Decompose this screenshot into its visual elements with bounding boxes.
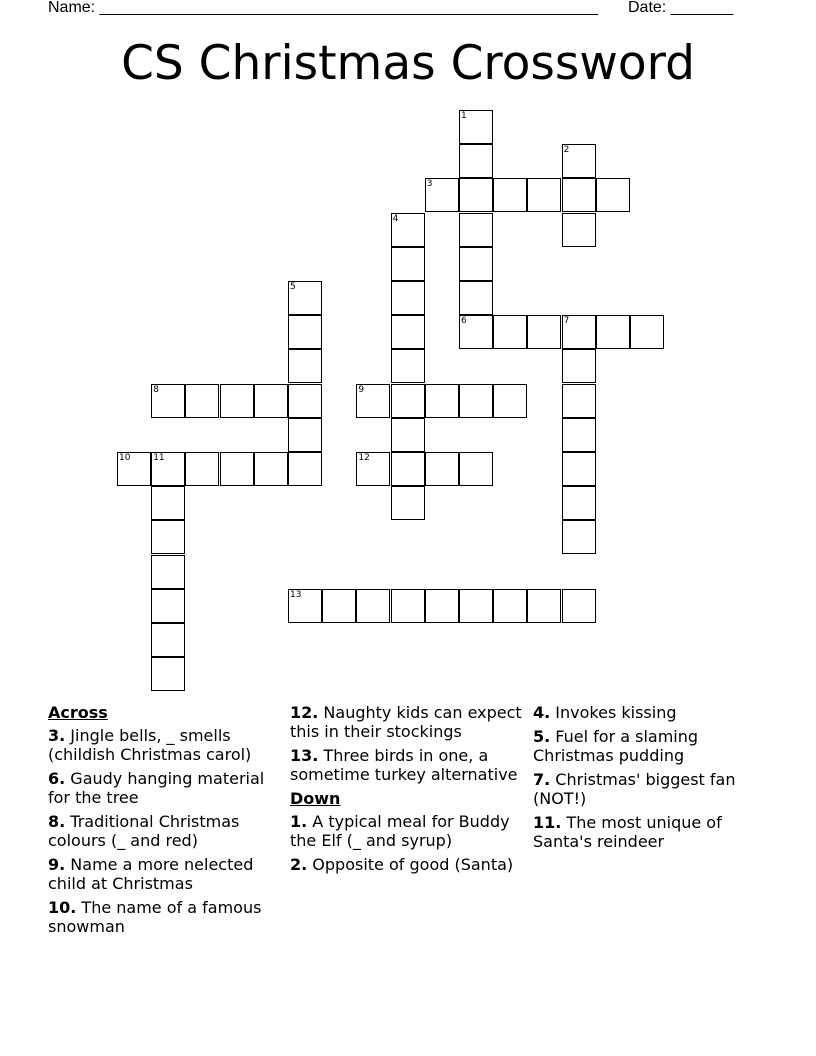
clue-down-7: 7. Christmas' biggest fan (NOT!) [533, 770, 736, 808]
grid-cell[interactable] [391, 452, 425, 486]
grid-cell[interactable] [151, 520, 185, 554]
grid-cell[interactable] [459, 589, 493, 623]
grid-cell[interactable] [459, 384, 493, 418]
clue-number: 3 [426, 179, 433, 190]
clue-number: 5 [290, 282, 296, 292]
grid-cell[interactable] [562, 589, 596, 623]
grid-cell[interactable] [596, 178, 630, 212]
grid-cell[interactable] [562, 452, 596, 486]
grid-cell[interactable] [288, 281, 322, 315]
clue-number: 4 [392, 213, 399, 224]
clue-across-6: 6. Gaudy hanging material for the tree [48, 769, 265, 807]
clue-down-1: 1. A typical meal for Buddy the Elf (_ and syrup) [290, 812, 510, 850]
grid-cell[interactable] [459, 213, 493, 247]
clue-number: 10 [119, 453, 131, 463]
grid-cell[interactable] [391, 418, 425, 452]
grid-cell[interactable] [220, 384, 254, 418]
grid-cell[interactable] [151, 384, 185, 418]
grid-cell[interactable] [185, 452, 219, 486]
grid-cell[interactable] [151, 452, 185, 486]
grid-cell[interactable] [562, 144, 596, 178]
grid-cell[interactable] [459, 315, 493, 349]
clue-down-11: 11. The most unique of Santa's reindeer [533, 813, 722, 851]
grid-cell[interactable] [493, 315, 527, 349]
clue-number: 13 [290, 589, 302, 600]
clue-across-8: 8. Traditional Christmas colours (_ and red) [48, 812, 240, 850]
grid-cell[interactable] [391, 247, 425, 281]
grid-cell[interactable] [288, 315, 322, 349]
clue-number: 9 [358, 384, 365, 395]
grid-cell[interactable] [391, 349, 425, 383]
grid-cell[interactable] [391, 589, 425, 623]
clue-number: 6 [461, 316, 467, 327]
name-field-label[interactable]: Name: ________________________________________________________ [48, 0, 598, 16]
grid-cell[interactable] [493, 178, 527, 212]
grid-cell[interactable] [527, 178, 561, 212]
grid-cell[interactable] [391, 486, 425, 520]
grid-cell[interactable] [254, 452, 288, 486]
grid-cell[interactable] [459, 247, 493, 281]
grid-cell[interactable] [391, 213, 425, 247]
grid-cell[interactable] [391, 384, 425, 418]
grid-cell[interactable] [562, 349, 596, 383]
grid-cell[interactable] [527, 589, 561, 623]
grid-cell[interactable] [562, 520, 596, 554]
grid-cell[interactable] [459, 178, 493, 212]
page-title: CS Christmas Crossword [121, 36, 695, 91]
grid-cell[interactable] [562, 178, 596, 212]
clue-number: 12 [358, 453, 370, 463]
grid-cell[interactable] [356, 452, 390, 486]
clue-down-4: 4. Invokes kissing [533, 703, 677, 722]
grid-cell[interactable] [356, 589, 390, 623]
grid-cell[interactable] [596, 315, 630, 349]
grid-cell[interactable] [356, 384, 390, 418]
grid-cell[interactable] [425, 589, 459, 623]
clue-down-2: 2. Opposite of good (Santa) [290, 855, 514, 874]
grid-cell[interactable] [459, 110, 493, 144]
grid-cell[interactable] [562, 418, 596, 452]
grid-cell[interactable] [322, 589, 356, 623]
clues-column-2 [290, 703, 525, 879]
grid-cell[interactable] [425, 178, 459, 212]
clue-number: 2 [563, 145, 570, 156]
grid-cell[interactable] [151, 486, 185, 520]
grid-cell[interactable] [151, 623, 185, 657]
grid-cell[interactable] [493, 589, 527, 623]
grid-cell[interactable] [288, 384, 322, 418]
grid-cell[interactable] [220, 452, 254, 486]
clue-number: 1 [461, 111, 467, 121]
grid-cell[interactable] [391, 281, 425, 315]
grid-cell[interactable] [527, 315, 561, 349]
grid-cell[interactable] [562, 486, 596, 520]
down-heading: Down [290, 789, 341, 808]
grid-cell[interactable] [562, 384, 596, 418]
grid-cell[interactable] [459, 281, 493, 315]
grid-cell[interactable] [185, 384, 219, 418]
grid-cell[interactable] [391, 315, 425, 349]
clues-column-1 [48, 703, 280, 941]
grid-cell[interactable] [425, 384, 459, 418]
grid-cell[interactable] [459, 144, 493, 178]
grid-cell[interactable] [151, 555, 185, 589]
grid-cell[interactable] [493, 384, 527, 418]
clues-column-3 [533, 703, 773, 856]
clue-across-12: 12. Naughty kids can expect this in their stockings [290, 703, 522, 741]
clue-across-10: 10. The name of a famous snowman [48, 898, 262, 936]
grid-cell[interactable] [288, 452, 322, 486]
clue-across-9: 9. Name a more nelected child at Christmas [48, 855, 254, 893]
grid-cell[interactable] [117, 452, 151, 486]
grid-cell[interactable] [151, 589, 185, 623]
across-heading: Across [48, 703, 108, 722]
grid-cell[interactable] [459, 452, 493, 486]
clue-across-13: 13. Three birds in one, a sometime turkey alternative [290, 746, 518, 784]
clue-down-5: 5. Fuel for a slaming Christmas pudding [533, 727, 699, 765]
grid-cell[interactable] [254, 384, 288, 418]
clue-number: 11 [153, 453, 165, 463]
clue-number: 8 [153, 384, 159, 395]
grid-cell[interactable] [151, 657, 185, 691]
grid-cell[interactable] [562, 315, 596, 349]
grid-cell[interactable] [288, 418, 322, 452]
clue-across-3: 3. Jingle bells, _ smells (childish Christmas carol) [48, 726, 252, 764]
grid-cell[interactable] [288, 589, 322, 623]
grid-cell[interactable] [288, 349, 322, 383]
grid-cell[interactable] [425, 452, 459, 486]
grid-cell[interactable] [562, 213, 596, 247]
grid-cell[interactable] [630, 315, 664, 349]
date-field-label[interactable]: Date: _______ [628, 0, 733, 16]
clue-number: 7 [563, 316, 570, 327]
